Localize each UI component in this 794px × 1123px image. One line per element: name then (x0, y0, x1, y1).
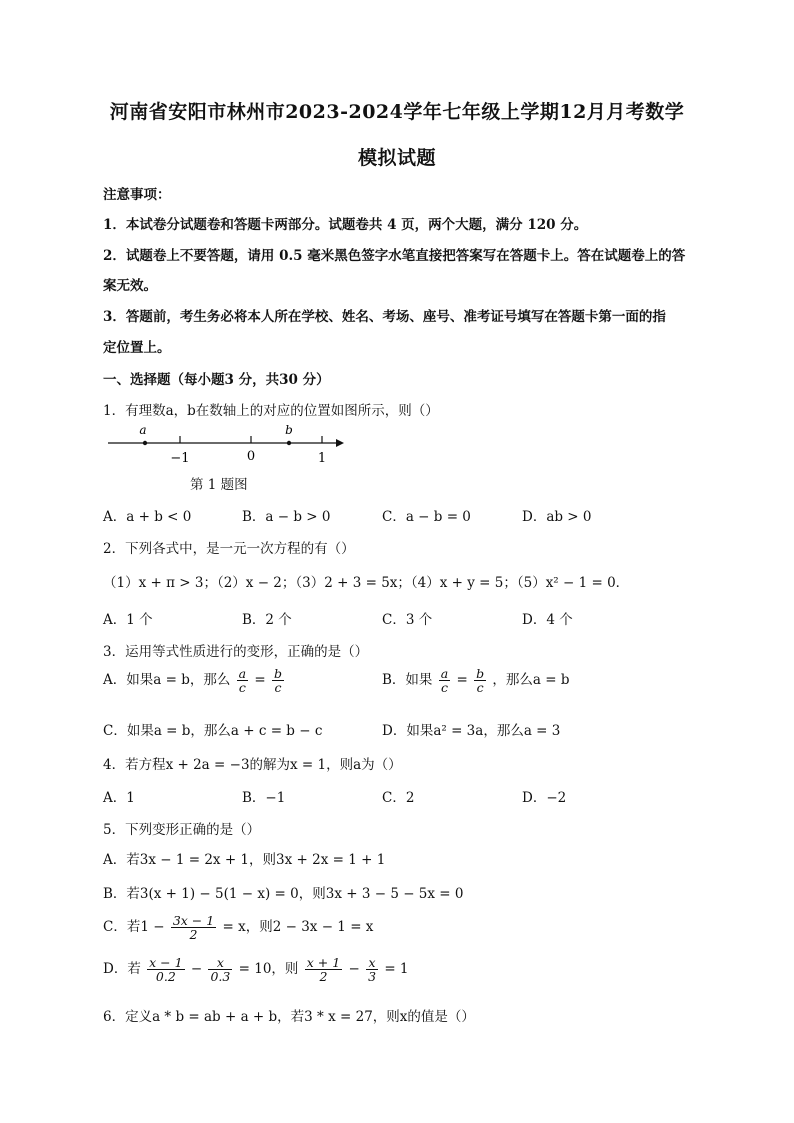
q3-option-c: C．如果a = b，那么a + c = b − c (103, 723, 323, 739)
q1-option-a: A．a + b < 0 (103, 509, 192, 525)
fraction: $\frac{a}{c}$ (238, 666, 247, 696)
q5-option-c: C．若1 − $\frac{3x - 1}{2}$ = x，则2 − 3x − 1 = x (103, 913, 374, 943)
fraction: $\frac{b}{c}$ (476, 666, 485, 696)
q1-option-c: C．a − b = 0 (382, 509, 471, 525)
q1-option-b: B．a − b > 0 (242, 509, 331, 525)
label-b: b (285, 423, 293, 437)
q3-option-a: A．如果a = b，那么 $\frac{a}{c}$ = $\frac{b}{c}$ (103, 666, 283, 696)
q3-option-d: D．如果a² = 3a，那么a = 3 (382, 723, 561, 739)
note-3-line1: 3．答题前，考生务必将本人所在学校、姓名、考场、座号、准考证号填写在答题卡第一面的指 (103, 309, 666, 325)
q3-stem: 3．运用等式性质进行的变形，正确的是（） (103, 644, 369, 660)
q2-items: （1）x + π > 3；（2）x − 2；（3）2 + 3 = 5x；（4）x + y = 5；（5）x² − 1 = 0． (103, 575, 630, 591)
fraction: $\frac{x - 1}{0.2}$ (149, 955, 183, 985)
q5-option-d: D．若 $\frac{x - 1}{0.2}$ − $\frac{x}{0.3}$ = 10，则 $\frac{x + 1}{2}$ − $\frac{x}{3}$ = 1 (103, 955, 409, 985)
q4-option-c: C．2 (382, 790, 415, 806)
exam-title-line1: 河南省安阳市林州市2023-2024学年七年级上学期12月月考数学 (109, 101, 685, 123)
note-2-line2: 案无效。 (103, 278, 157, 294)
tick-label-neg1: −1 (170, 451, 190, 466)
q1-stem: 1．有理数a，b在数轴上的对应的位置如图所示，则（） (103, 403, 439, 419)
q4-option-a: A．1 (103, 790, 135, 806)
q5-option-a: A．若3x − 1 = 2x + 1，则3x + 2x = 1 + 1 (103, 852, 386, 868)
q3-option-a-text: A．如果a = b，那么 (103, 672, 231, 689)
point-a (143, 441, 147, 445)
q3-option-b: B．如果 $\frac{a}{c}$ = $\frac{b}{c}$ ，那么a = b (382, 666, 570, 696)
q4-option-d: D．−2 (522, 790, 567, 806)
q2-stem: 2．下列各式中，是一元一次方程的有（） (103, 541, 355, 557)
fraction: $\frac{3x - 1}{2}$ (172, 913, 215, 943)
q2-option-a: A．1 个 (103, 612, 153, 628)
exam-title-line2: 模拟试题 (357, 147, 436, 169)
note-2-line1: 2．试题卷上不要答题，请用 0.5 毫米黑色签字水笔直接把答案写在答题卡上。答在试题卷上的答 (103, 248, 686, 264)
q1-option-d: D．ab > 0 (522, 509, 592, 525)
q4-option-b: B．−1 (242, 790, 286, 806)
q5-option-b: B．若3(x + 1) − 5(1 − x) = 0，则3x + 3 − 5 − 5x = 0 (103, 886, 464, 902)
q3-option-b-text: B．如果 (382, 672, 433, 689)
notes-heading: 注意事项： (103, 187, 171, 203)
q2-option-b: B．2 个 (242, 612, 292, 628)
q4-stem: 4．若方程x + 2a = −3的解为x = 1，则a为（） (103, 757, 402, 773)
q2-option-d: D．4 个 (522, 612, 573, 628)
section-1-heading: 一、选择题（每小题3 分，共30 分） (103, 372, 330, 388)
tick-label-1: 1 (317, 451, 327, 466)
q1-number-line (100, 422, 350, 467)
fraction: $\frac{x}{0.3}$ (210, 955, 231, 985)
q2-option-c: C．3 个 (382, 612, 433, 628)
fraction: $\frac{a}{c}$ (440, 666, 449, 696)
tick-label-0: 0 (246, 449, 256, 464)
label-a: a (139, 423, 147, 437)
point-b (287, 441, 291, 445)
q6-stem: 6．定义a * b = ab + a + b，若3 * x = 27，则x的值是（） (103, 1009, 475, 1025)
arrow-right-icon (336, 439, 344, 447)
q1-figure-caption: 第 1 题图 (190, 477, 248, 493)
fraction: $\frac{x}{3}$ (368, 955, 377, 985)
fraction: $\frac{x + 1}{2}$ (306, 955, 341, 985)
note-3-line2: 定位置上。 (103, 340, 171, 356)
fraction: $\frac{b}{c}$ (274, 666, 283, 696)
note-1: 1．本试卷分试题卷和答题卡两部分。试题卷共 4 页，两个大题，满分 120 分。 (103, 217, 588, 233)
q5-stem: 5．下列变形正确的是（） (103, 822, 261, 838)
